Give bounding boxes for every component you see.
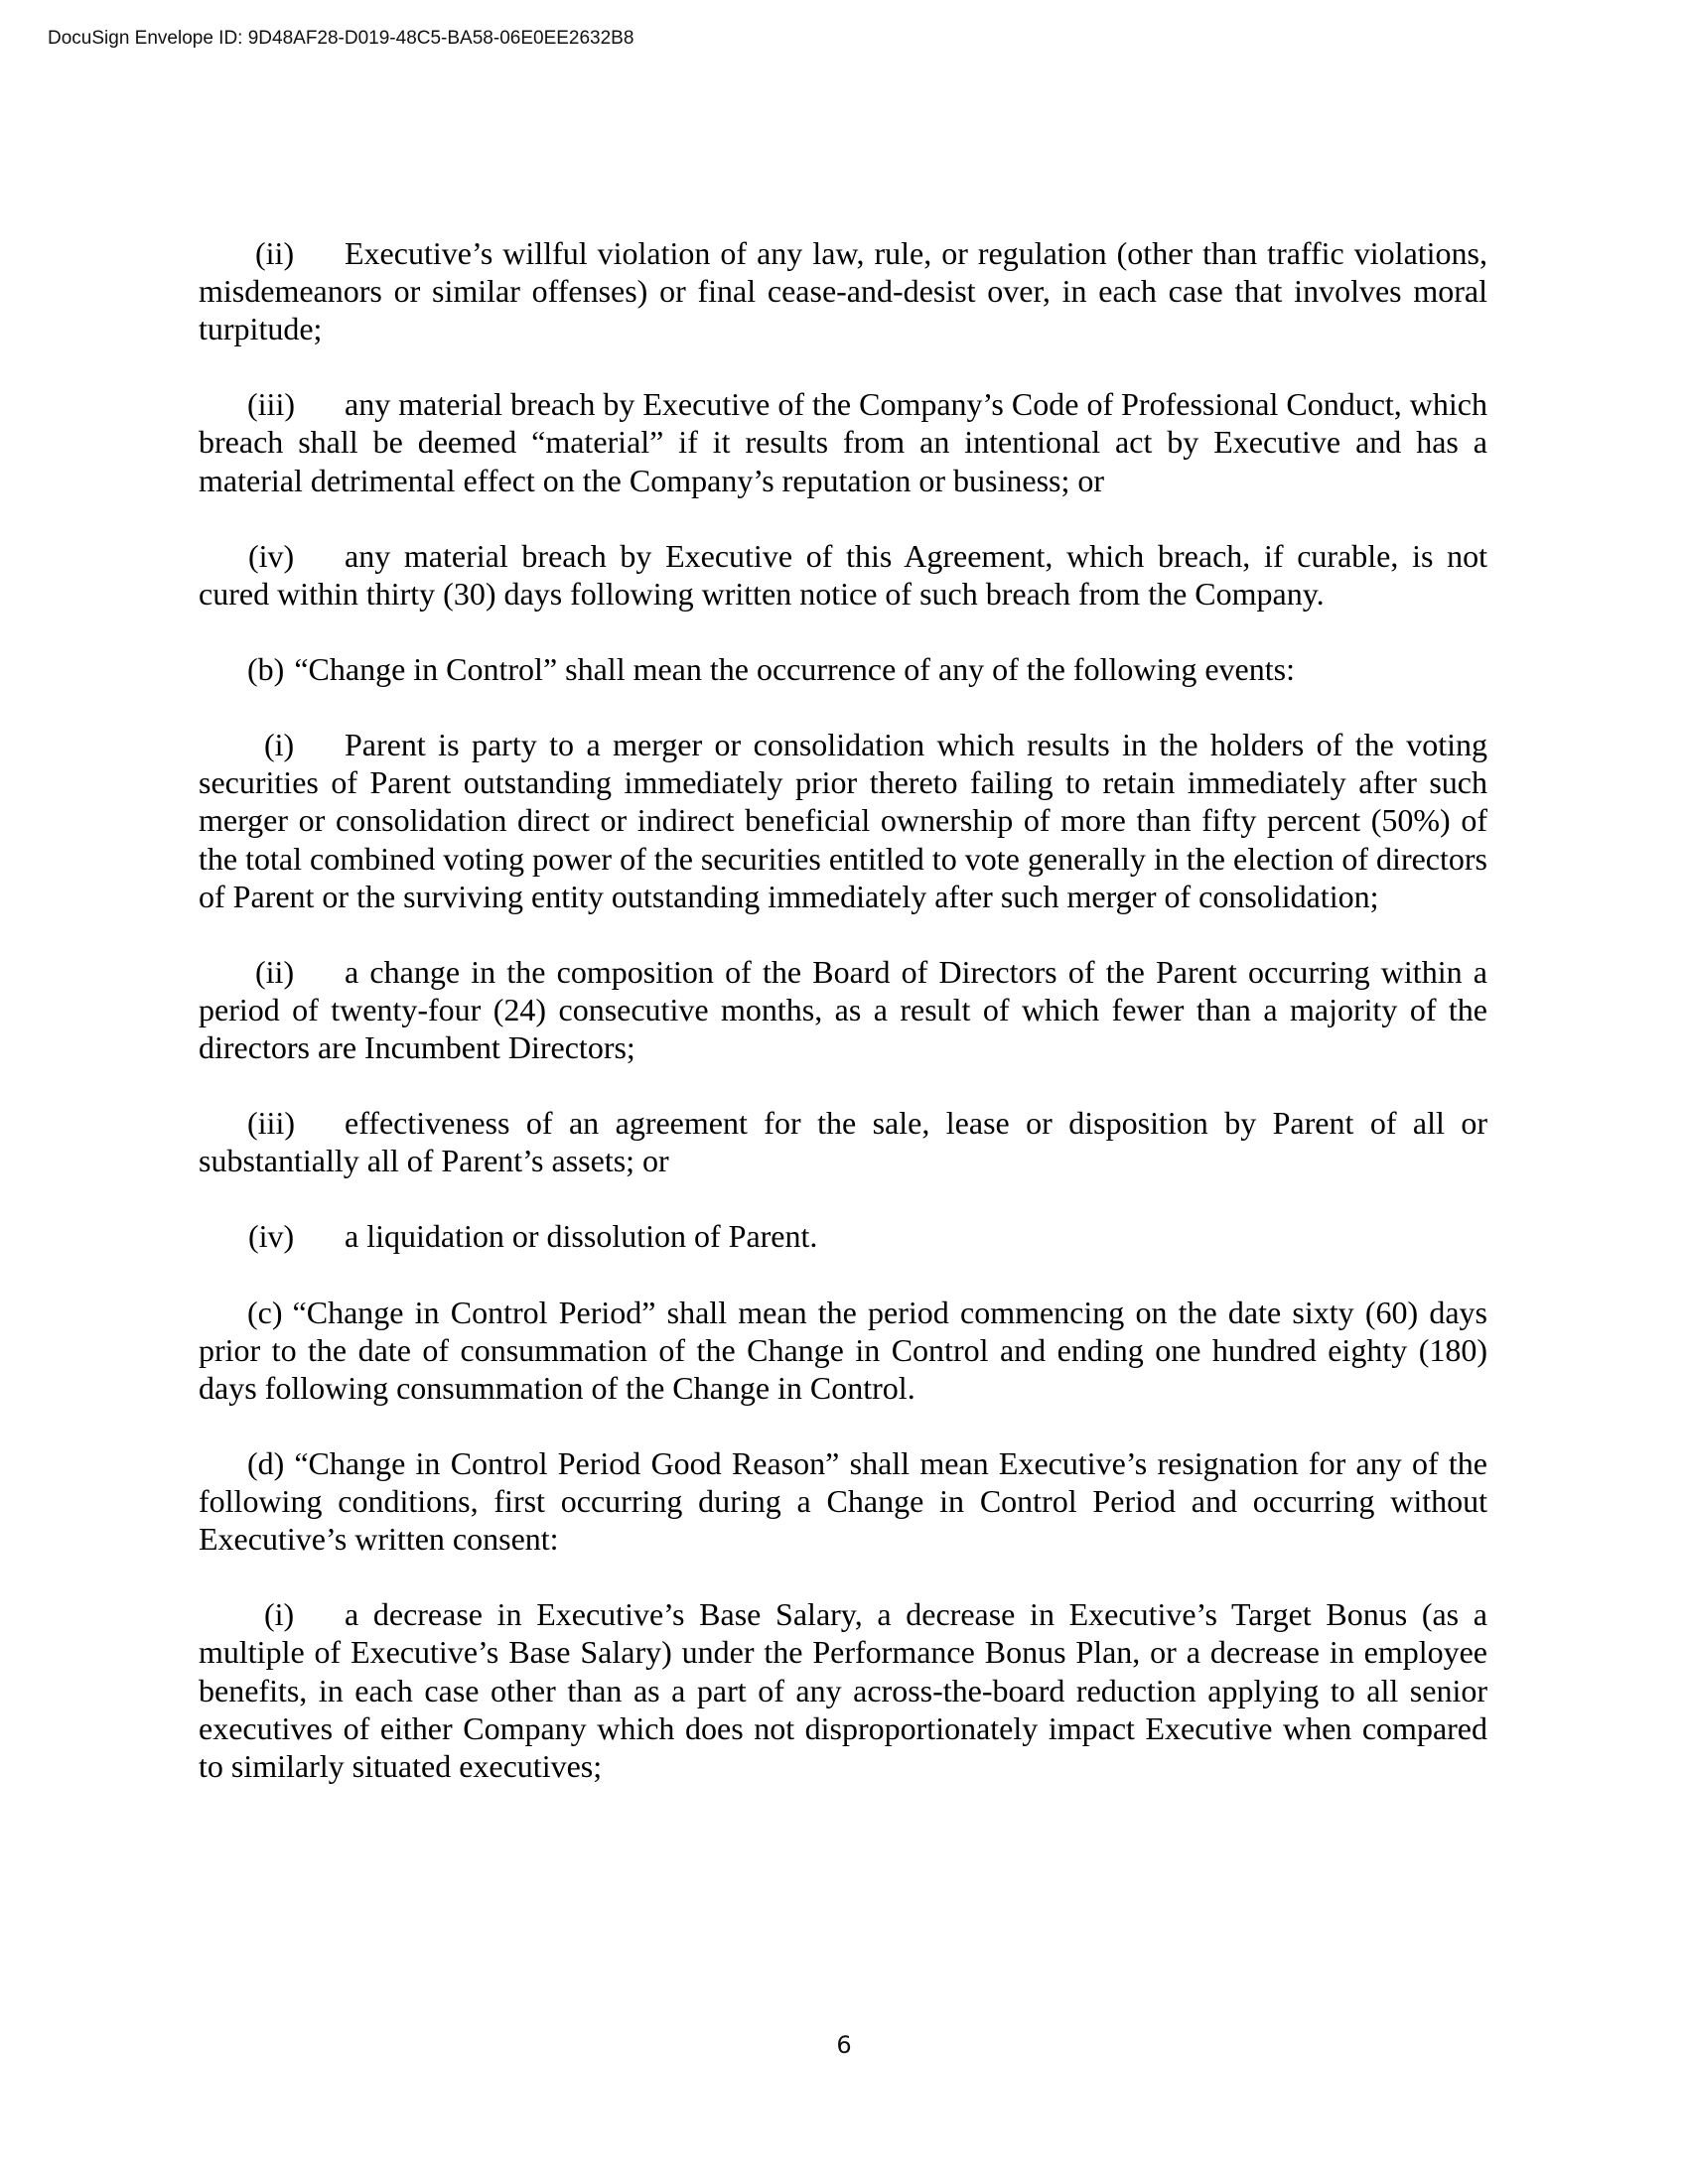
section-b-change-in-control xyxy=(199,650,1487,688)
clause-text: a liquidation or dissolution of Parent. xyxy=(345,1218,818,1255)
clause-text: any material breach by Executive of the Company’s Code of Professional Conduct, which breach shall be deemed “material” if it results from an intentional act by Executive and has a material detrimental effect on the Company’s reputation or business; or xyxy=(199,386,1487,498)
clause-label: (ii) xyxy=(255,953,295,990)
section-text: “Change in Control Period Good Reason” shall mean Executive’s resignation for any of the following conditions, first occurring during a Change in Control Period and occurring without Executive’s written consent: xyxy=(199,1445,1487,1558)
clause-b-iii xyxy=(199,1104,1487,1179)
clause-a-iii xyxy=(199,385,1487,498)
section-label: (d) xyxy=(247,1445,285,1481)
docusign-envelope-id: DocuSign Envelope ID: 9D48AF28-D019-48C5-BA58-06E0EE2632B8 xyxy=(48,28,634,49)
clause-b-iv xyxy=(199,1217,1487,1255)
page-number: 6 xyxy=(836,2031,852,2059)
section-text: “Change in Control” shall mean the occurrence of any of the following events: xyxy=(294,651,1295,688)
clause-b-ii xyxy=(199,953,1487,1066)
clause-label: (ii) xyxy=(255,235,295,271)
section-label: (c) xyxy=(247,1294,283,1330)
clause-text: any material breach by Executive of this Agreement, which breach, if curable, is not cured within thirty (30) days following written notice of such breach from the Company. xyxy=(199,537,1487,612)
clause-text: Executive’s willful violation of any law, rule, or regulation (other than traffic violations, misdemeanors or similar offenses) or final cease-and-desist over, in each case that involves moral turpitude; xyxy=(199,235,1487,347)
clause-b-i xyxy=(199,726,1487,914)
clause-label: (i) xyxy=(264,727,295,763)
clause-text: Parent is party to a merger or consolidation which results in the holders of the voting securities of Parent outstanding immediately prior thereto failing to retain immediately after such merger or consolidation direct or indirect beneficial ownership of more than fifty percent (50%) of the total combined voting power of the securities entitled to vote generally in the election of directors of Parent or the surviving entity outstanding immediately after such merger of consolidation; xyxy=(199,727,1487,914)
clause-d-i xyxy=(199,1595,1487,1784)
clause-label: (iv) xyxy=(248,1218,295,1255)
clause-text: effectiveness of an agreement for the sale, lease or disposition by Parent of all or substantially all of Parent’s assets; or xyxy=(199,1105,1487,1179)
section-c-change-in-control-period xyxy=(199,1294,1487,1407)
clause-a-iv xyxy=(199,537,1487,613)
clause-a-ii xyxy=(199,234,1487,347)
clause-label: (iv) xyxy=(248,537,295,574)
document-body xyxy=(199,234,1487,1823)
section-text: “Change in Control Period” shall mean the period commencing on the date sixty (60) days prior to the date of consummation of the Change in Control and ending one hundred eighty (180) days following consummation of the Change in Control. xyxy=(199,1294,1487,1406)
clause-label: (iii) xyxy=(247,386,295,423)
clause-label: (i) xyxy=(264,1596,295,1633)
clause-text: a decrease in Executive’s Base Salary, a decrease in Executive’s Target Bonus (as a multiple of Executive’s Base Salary) under the Performance Bonus Plan, or a decrease in employee benefits, in each case other than as a part of any across-the-board reduction applying to all senior executives of either Company which does not disproportionately impact Executive when compared to similarly situated executives; xyxy=(199,1596,1487,1784)
section-label: (b) xyxy=(247,651,285,688)
section-d-good-reason xyxy=(199,1444,1487,1558)
clause-label: (iii) xyxy=(247,1105,295,1142)
clause-text: a change in the composition of the Board of Directors of the Parent occurring within a period of twenty-four (24) consecutive months, as a result of which fewer than a majority of the directors are Incumbent Directors; xyxy=(199,953,1487,1065)
